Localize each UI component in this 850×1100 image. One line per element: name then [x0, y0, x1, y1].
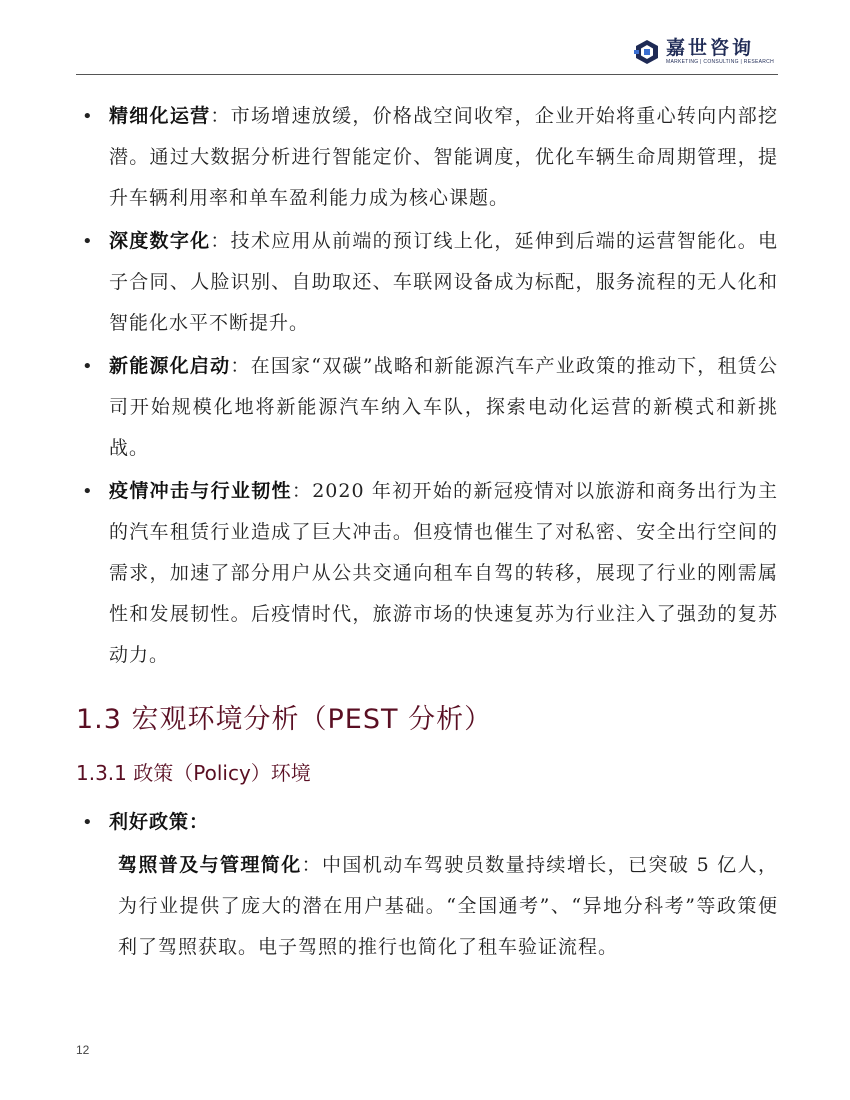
logo-mark-icon — [634, 39, 660, 65]
bullet-dot-icon: • — [82, 481, 94, 502]
page-content — [76, 96, 778, 968]
section-heading: 1.3 宏观环境分析（PEST 分析） — [76, 704, 493, 735]
company-logo — [634, 38, 774, 66]
policy-item-title: 驾照普及与管理简化 — [118, 854, 302, 876]
logo-name: 嘉世咨询 — [666, 37, 755, 59]
list-item-title: 疫情冲击与行业韧性 — [109, 480, 292, 502]
page-number: 12 — [76, 1043, 90, 1057]
logo-tagline: MARKETING | CONSULTING | RESEARCH — [666, 59, 774, 65]
list-item-title: 新能源化启动 — [109, 355, 231, 377]
header-divider — [76, 74, 778, 75]
policy-paragraph — [76, 845, 778, 968]
list-item — [76, 221, 778, 344]
policy-item-text: ：中国机动车驾驶员数量持续增长，已突破 5 亿人，为行业提供了庞大的潜在用户基础。“全国通考”、“异地分科考”等政策便利了驾照获取。电子驾照的推行也简化了租车验证流程。 — [118, 854, 778, 958]
list-item-text: ：技术应用从前端的预订线上化，延伸到后端的运营智能化。电子合同、人脸识别、自助取还、车联网设备成为标配，服务流程的无人化和智能化水平不断提升。 — [109, 230, 778, 334]
list-item-text: ：市场增速放缓，价格战空间收窄，企业开始将重心转向内部挖潜。通过大数据分析进行智能定价、智能调度，优化车辆生命周期管理，提升车辆利用率和单车盈利能力成为核心课题。 — [109, 105, 778, 209]
bullet-dot-icon: • — [82, 231, 94, 252]
list-item — [76, 96, 778, 219]
bullet-dot-icon: • — [82, 812, 94, 833]
list-item — [76, 471, 778, 676]
list-item — [76, 802, 778, 843]
bullet-dot-icon: • — [82, 106, 94, 127]
list-item-text: ：在国家“双碳”战略和新能源汽车产业政策的推动下，租赁公司开始规模化地将新能源汽车纳入车队，探索电动化运营的新模式和新挑战。 — [109, 355, 778, 459]
list-item-title: 深度数字化 — [109, 230, 211, 252]
subsection-heading: 1.3.1 政策（Policy）环境 — [76, 761, 311, 785]
bullet-dot-icon: • — [82, 356, 94, 377]
list-item-title: 精细化运营 — [109, 105, 211, 127]
page-header — [0, 0, 850, 80]
list-item — [76, 346, 778, 469]
policy-bullet-title: 利好政策： — [109, 811, 210, 833]
list-item-text: ：2020 年初开始的新冠疫情对以旅游和商务出行为主的汽车租赁行业造成了巨大冲击。但疫情也催生了对私密、安全出行空间的需求，加速了部分用户从公共交通向租车自驾的转移，展现了行业的刚需属性和发展韧性。后疫情时代，旅游市场的快速复苏为行业注入了强劲的复苏动力。 — [109, 480, 778, 666]
